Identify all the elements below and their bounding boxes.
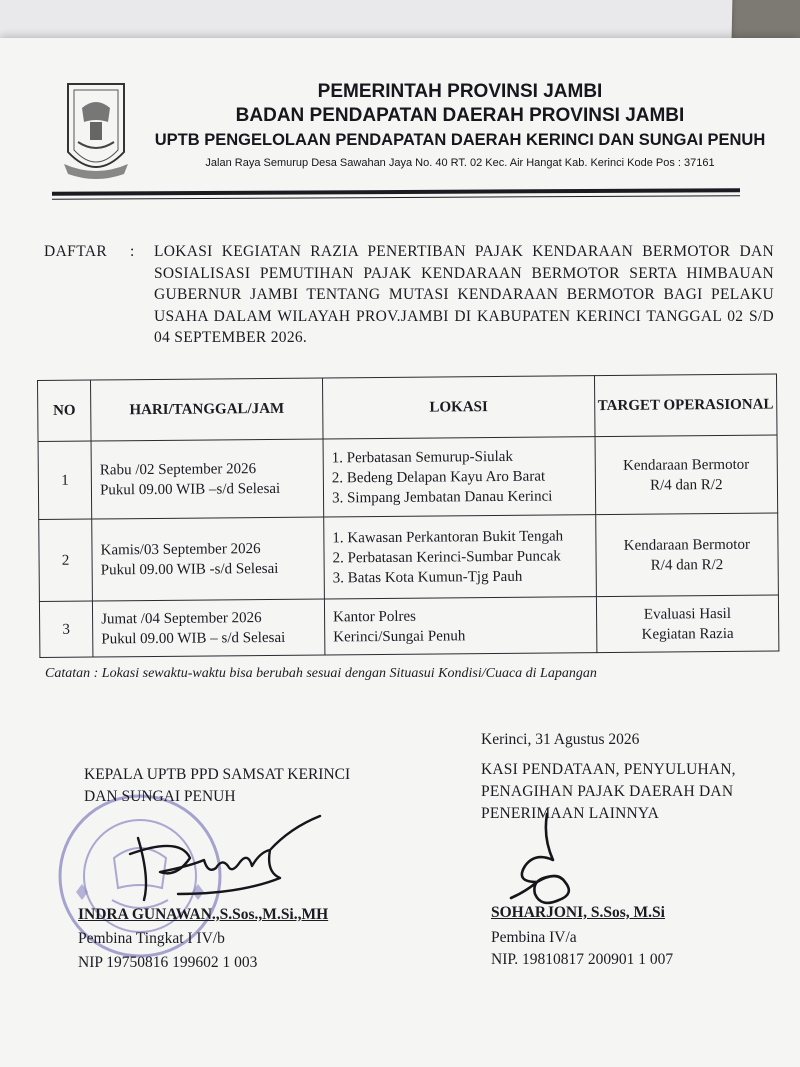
row-schedule: [92, 517, 325, 601]
table-row: [39, 513, 779, 601]
row-day: Rabu /02 September 2026: [99, 460, 257, 478]
signer-left-title: [84, 764, 350, 808]
government-name: PEMERINTAH PROVINSI JAMBI: [317, 81, 603, 102]
signer-right-title-line: PENERIMAAN LAINNYA: [481, 805, 659, 822]
location-item: 1. Kawasan Perkantoran Bukit Tengah: [332, 527, 564, 546]
row-locations: [323, 437, 595, 517]
target-line: Kegiatan Razia: [641, 625, 734, 643]
location-item: 2. Bedeng Delapan Kayu Aro Barat: [331, 468, 546, 486]
schedule-table: [37, 374, 779, 658]
agency-name: BADAN PENDAPATAN DAERAH PROVINSI JAMBI: [235, 105, 685, 126]
row-target: [595, 513, 778, 597]
location-item: Kantor Polres: [333, 608, 417, 625]
daftar-label: DAFTAR: [44, 243, 108, 260]
signer-left-rank: Pembina Tingkat I IV/b: [78, 930, 225, 947]
header-target: TARGET OPERASIONAL: [594, 374, 777, 437]
target-line: Kendaraan Bermotor: [622, 456, 750, 474]
document-page: [0, 38, 800, 1067]
row-time: Pukul 09.00 WIB – s/d Selesai: [101, 629, 286, 647]
signer-left-title-line: KEPALA UPTB PPD SAMSAT KERINCI: [84, 766, 351, 783]
letterhead-text: [150, 80, 770, 171]
signer-left-nip: NIP 19750816 199602 1 003: [78, 954, 258, 971]
location-item: 2. Perbatasan Kerinci-Sumbar Puncak: [332, 547, 561, 566]
row-number: 2: [39, 519, 93, 601]
footnote: Catatan : Lokasi sewaktu-waktu bisa berubah sesuai dengan Situasui Kondisi/Cuaca di Lapangan: [45, 666, 597, 681]
signer-right-nip: NIP. 19810817 200901 1 007: [491, 951, 674, 968]
row-day: Jumat /04 September 2026: [101, 609, 262, 627]
row-time: Pukul 09.00 WIB –s/d Selesai: [99, 480, 281, 498]
jambi-emblem-icon: [60, 78, 132, 186]
row-time: Pukul 09.00 WIB -s/d Selesai: [100, 560, 279, 578]
letterhead-rule: [52, 188, 740, 196]
row-schedule: [91, 439, 324, 519]
signer-right-rank: Pembina IV/a: [491, 929, 577, 946]
location-item: 3. Batas Kota Kumun-Tjg Pauh: [332, 568, 523, 586]
row-locations: [324, 597, 596, 655]
row-schedule: [93, 599, 325, 657]
row-number: 1: [38, 441, 92, 519]
location-item: 1. Perbatasan Semurup-Siulak: [331, 448, 513, 466]
table-header-row: [38, 374, 778, 441]
location-item: 3. Simpang Jembatan Danau Kerinci: [331, 488, 553, 506]
document-subject: LOKASI KEGIATAN RAZIA PENERTIBAN PAJAK KENDARAAN BERMOTOR DAN SOSIALISASI PEMUTIHAN PAJAK KENDARAAN BERMOTOR SERTA HIMBAUAN GUBERNUR JAMBI TENTANG MUTASI KENDARAAN BERMOTOR BAGI PELAKU USAHA DALAM WILAYAH PROV.JAMBI DI KABUPATEN KERINCI TANGGAL 02 S/D 04 SEPTEMBER 2026.: [154, 243, 774, 346]
signature-right-icon: [495, 808, 595, 918]
signer-right-name: SOHARJONI, S.Sos, M.Si: [491, 904, 665, 921]
unit-name: UPTB PENGELOLAAN PENDAPATAN DAERAH KERINCI DAN SUNGAI PENUH: [154, 131, 766, 149]
target-line: R/4 dan R/2: [649, 476, 723, 494]
header-location: LOKASI: [322, 376, 594, 439]
row-target: [596, 595, 779, 653]
place-date: Kerinci, 31 Agustus 2026: [481, 731, 640, 748]
row-locations: [324, 515, 596, 599]
location-item: Kerinci/Sungai Penuh: [333, 627, 466, 645]
signer-left-name: INDRA GUNAWAN.,S.Sos.,M.Si.,MH: [78, 906, 329, 923]
signer-right-title-line: PENAGIHAN PAJAK DAERAH DAN: [481, 783, 734, 800]
row-target: [595, 435, 778, 515]
row-day: Kamis/03 September 2026: [100, 540, 261, 558]
table-row: [39, 595, 778, 657]
row-number: 3: [39, 601, 93, 657]
letterhead-rule: [52, 195, 740, 200]
signer-left-title-line: DAN SUNGAI PENUH: [84, 788, 236, 805]
office-address: Jalan Raya Semurup Desa Sawahan Jaya No. 40 RT. 02 Kec. Air Hangat Kab. Kerinci Kode Pos : 37161: [205, 157, 715, 169]
signature-left-icon: [120, 808, 330, 908]
header-day: HARI/TANGGAL/JAM: [91, 378, 323, 441]
table-row: [38, 435, 778, 519]
target-line: Kendaraan Bermotor: [623, 536, 750, 554]
signer-right-title-line: KASI PENDATAAN, PENYULUHAN,: [481, 761, 736, 778]
daftar-colon: :: [130, 243, 135, 260]
target-line: Evaluasi Hasil: [643, 605, 732, 623]
letterhead: [0, 38, 800, 203]
target-line: R/4 dan R/2: [650, 556, 724, 574]
header-no: NO: [38, 380, 92, 441]
